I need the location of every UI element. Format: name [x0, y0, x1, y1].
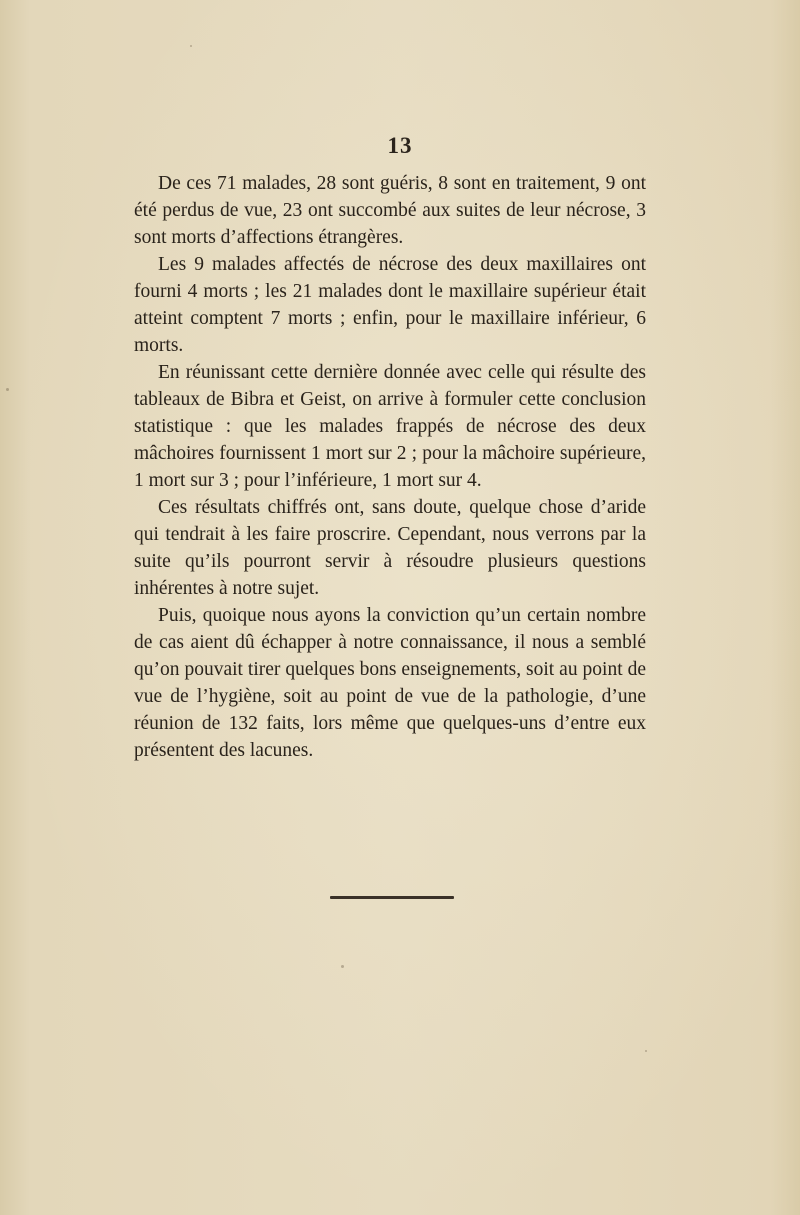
- paragraph-4: Ces résultats chiffrés ont, sans doute, quelque chose d’aride qui tendrait à les faire proscrire. Cependant, nous verrons par la suite qu’ils pourront servir à résoudre plusieurs questions inhérentes à notre sujet.: [134, 497, 646, 599]
- paper-speck: [341, 965, 344, 968]
- paragraph-5: Puis, quoique nous ayons la conviction qu’un certain nombre de cas aient dû échapper à notre connaissance, il nous a semblé qu’on pouvait tirer quelques bons enseignements, soit au point de vue de l’hygiène, soit au point de vue de la pathologie, d’une réunion de 132 faits, lors même que quelques-uns d’entre eux présentent des lacunes.: [134, 605, 646, 761]
- paper-speck: [190, 45, 192, 47]
- paper-speck: [6, 388, 9, 391]
- page-number: 13: [387, 133, 413, 158]
- paragraph-2: Les 9 malades affectés de nécrose des deux maxillaires ont fourni 4 morts ; les 21 malades dont le maxillaire supérieur était atteint comptent 7 morts ; enfin, pour le maxillaire inférieur, 6 morts.: [134, 254, 646, 356]
- body-text: [134, 170, 646, 764]
- paragraph-3: En réunissant cette dernière donnée avec celle qui résulte des tableaux de Bibra et Geist, on arrive à formuler cette conclusion statistique : que les malades frappés de nécrose des deux mâchoires fournissent 1 mort sur 2 ; pour la mâchoire supérieure, 1 mort sur 3 ; pour l’inférieure, 1 mort sur 4.: [134, 362, 646, 491]
- paragraph-1: De ces 71 malades, 28 sont guéris, 8 sont en traitement, 9 ont été perdus de vue, 23 ont succombé aux suites de leur nécrose, 3 sont morts d’affections étrangères.: [134, 173, 646, 248]
- section-end-rule: [330, 896, 454, 899]
- paper-speck: [645, 1050, 647, 1052]
